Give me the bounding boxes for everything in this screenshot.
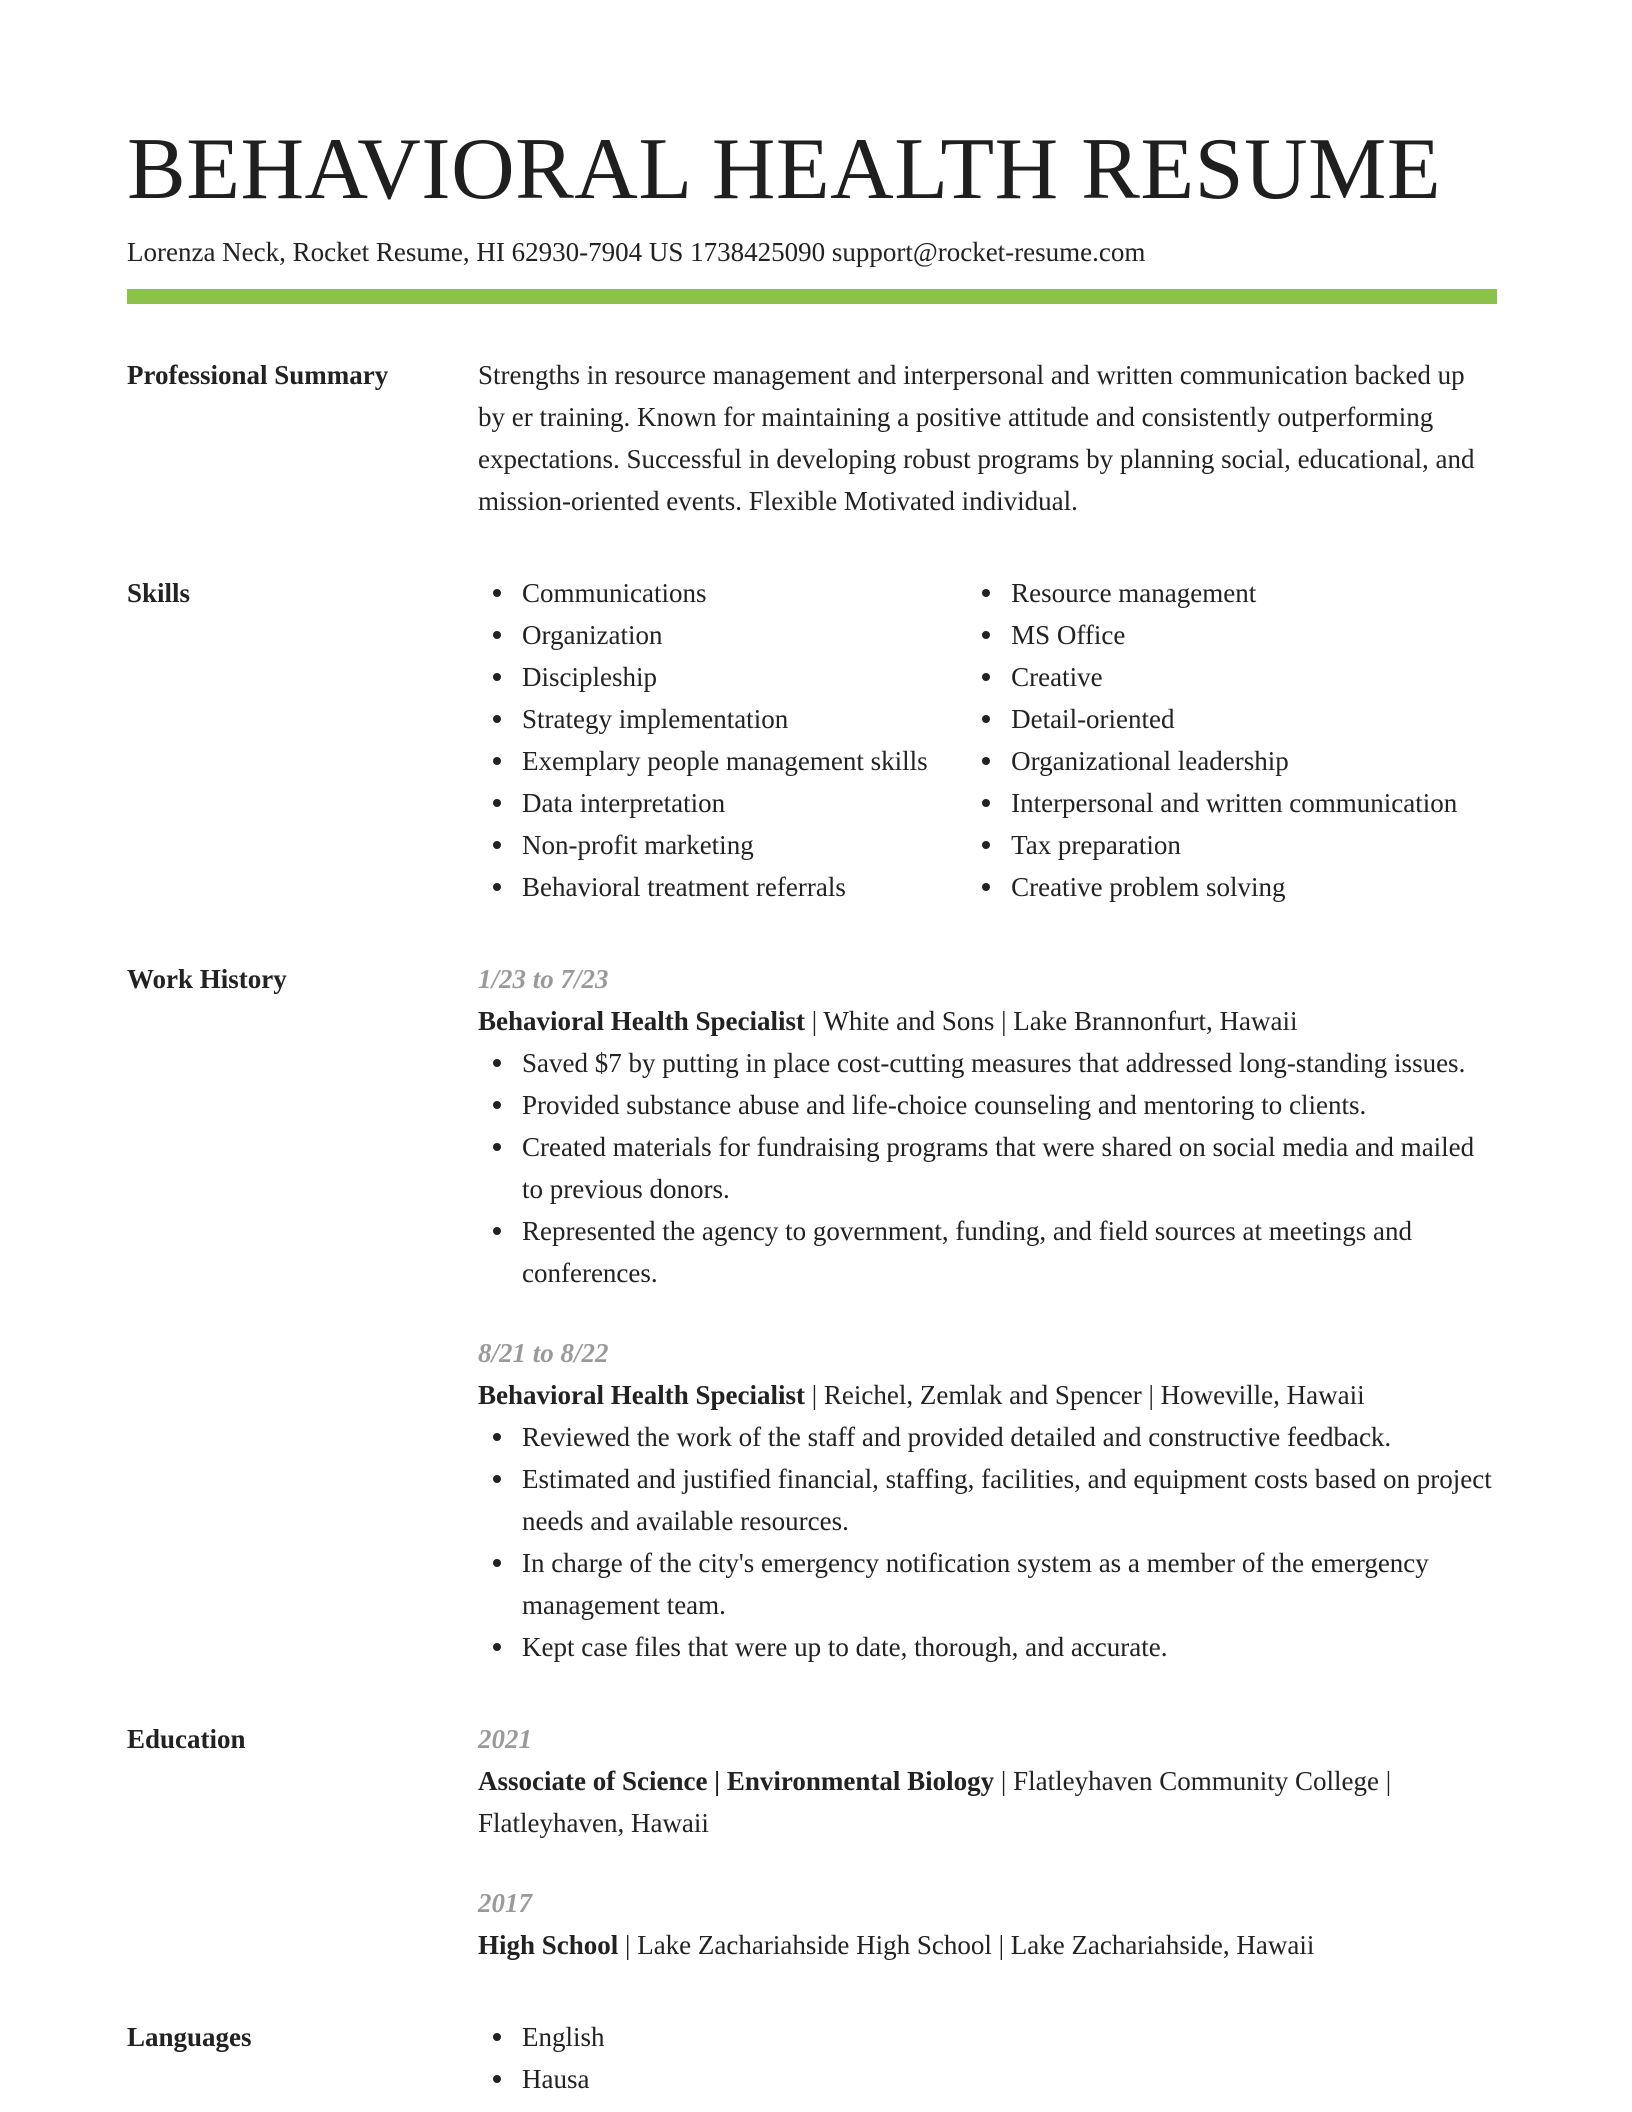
job-bullets (478, 1416, 1497, 1668)
skill-item: Creative problem solving (1011, 866, 1497, 908)
skill-item: Interpersonal and written communication (1011, 782, 1497, 824)
skill-item: MS Office (1011, 614, 1497, 656)
education-year: 2021 (478, 1724, 532, 1754)
education-heading (478, 1924, 1497, 1966)
job-title: Behavioral Health Specialist (478, 1006, 805, 1036)
skills-column-2 (967, 572, 1497, 908)
skills-grid (478, 572, 1497, 908)
skill-item: Tax preparation (1011, 824, 1497, 866)
job-bullet: In charge of the city's emergency notification system as a member of the emergency management team. (522, 1542, 1497, 1626)
languages-list (478, 2016, 1497, 2100)
skill-item: Data interpretation (522, 782, 967, 824)
skill-item: Non-profit marketing (522, 824, 967, 866)
work-history-label: Work History (127, 964, 287, 994)
education-entry (478, 1718, 1497, 1844)
work-history-section (127, 958, 1497, 1668)
education-entry (478, 1882, 1497, 1966)
language-item: English (522, 2016, 1497, 2058)
skills-column-1 (478, 572, 967, 908)
summary-label: Professional Summary (127, 360, 389, 390)
education-degree: Associate of Science | Environmental Biology (478, 1766, 995, 1796)
job-bullet: Provided substance abuse and life-choice counseling and mentoring to clients. (522, 1084, 1497, 1126)
languages-label: Languages (127, 2022, 252, 2052)
job-bullet: Reviewed the work of the staff and provided detailed and constructive feedback. (522, 1416, 1497, 1458)
summary-text: Strengths in resource management and interpersonal and written communication backed up by er training. Known for maintaining a positive attitude and consistently outperforming expectations. Successful in developing robust programs by planning social, educational, and mission-oriented events. Flexible Motivated individual. (478, 360, 1475, 516)
skill-item: Organizational leadership (1011, 740, 1497, 782)
resume-title: BEHAVIORAL HEALTH RESUME (127, 121, 1442, 218)
contact-line: Lorenza Neck, Rocket Resume, HI 62930-7904 US 1738425090 support@rocket-resume.com (127, 237, 1146, 267)
skill-item: Discipleship (522, 656, 967, 698)
summary-section (127, 354, 1497, 522)
skill-item: Resource management (1011, 572, 1497, 614)
education-section (127, 1718, 1497, 1966)
skill-item: Detail-oriented (1011, 698, 1497, 740)
skills-label: Skills (127, 578, 191, 608)
job-bullet: Created materials for fundraising programs that were shared on social media and mailed to previous donors. (522, 1126, 1497, 1210)
skill-item: Creative (1011, 656, 1497, 698)
skill-item: Communications (522, 572, 967, 614)
education-details: | Flatleyhaven Community College | Flatleyhaven, Hawaii (478, 1766, 1392, 1838)
job-dates: 1/23 to 7/23 (478, 964, 609, 994)
job-entry (478, 1332, 1497, 1668)
job-dates: 8/21 to 8/22 (478, 1338, 609, 1368)
language-item: Hausa (522, 2058, 1497, 2100)
job-bullet: Represented the agency to government, funding, and field sources at meetings and conferences. (522, 1210, 1497, 1294)
job-heading (478, 1374, 1497, 1416)
resume-page (127, 118, 1497, 2100)
job-bullets (478, 1042, 1497, 1294)
job-details: | Reichel, Zemlak and Spencer | Howeville, Hawaii (805, 1380, 1365, 1410)
education-details: | Lake Zachariahside High School | Lake Zachariahside, Hawaii (618, 1930, 1315, 1960)
job-bullet: Kept case files that were up to date, thorough, and accurate. (522, 1626, 1497, 1668)
skill-item: Organization (522, 614, 967, 656)
skill-item: Behavioral treatment referrals (522, 866, 967, 908)
job-title: Behavioral Health Specialist (478, 1380, 805, 1410)
job-heading (478, 1000, 1497, 1042)
accent-divider (127, 289, 1497, 304)
education-label: Education (127, 1724, 246, 1754)
skill-item: Exemplary people management skills (522, 740, 967, 782)
education-degree: High School (478, 1930, 619, 1960)
job-details: | White and Sons | Lake Brannonfurt, Hawaii (805, 1006, 1298, 1036)
job-entry (478, 958, 1497, 1294)
job-bullet: Estimated and justified financial, staffing, facilities, and equipment costs based on project needs and available resources. (522, 1458, 1497, 1542)
job-bullet: Saved $7 by putting in place cost-cutting measures that addressed long-standing issues. (522, 1042, 1497, 1084)
education-heading (478, 1760, 1497, 1844)
education-year: 2017 (478, 1888, 532, 1918)
languages-section (127, 2016, 1497, 2100)
skills-section (127, 572, 1497, 908)
skill-item: Strategy implementation (522, 698, 967, 740)
